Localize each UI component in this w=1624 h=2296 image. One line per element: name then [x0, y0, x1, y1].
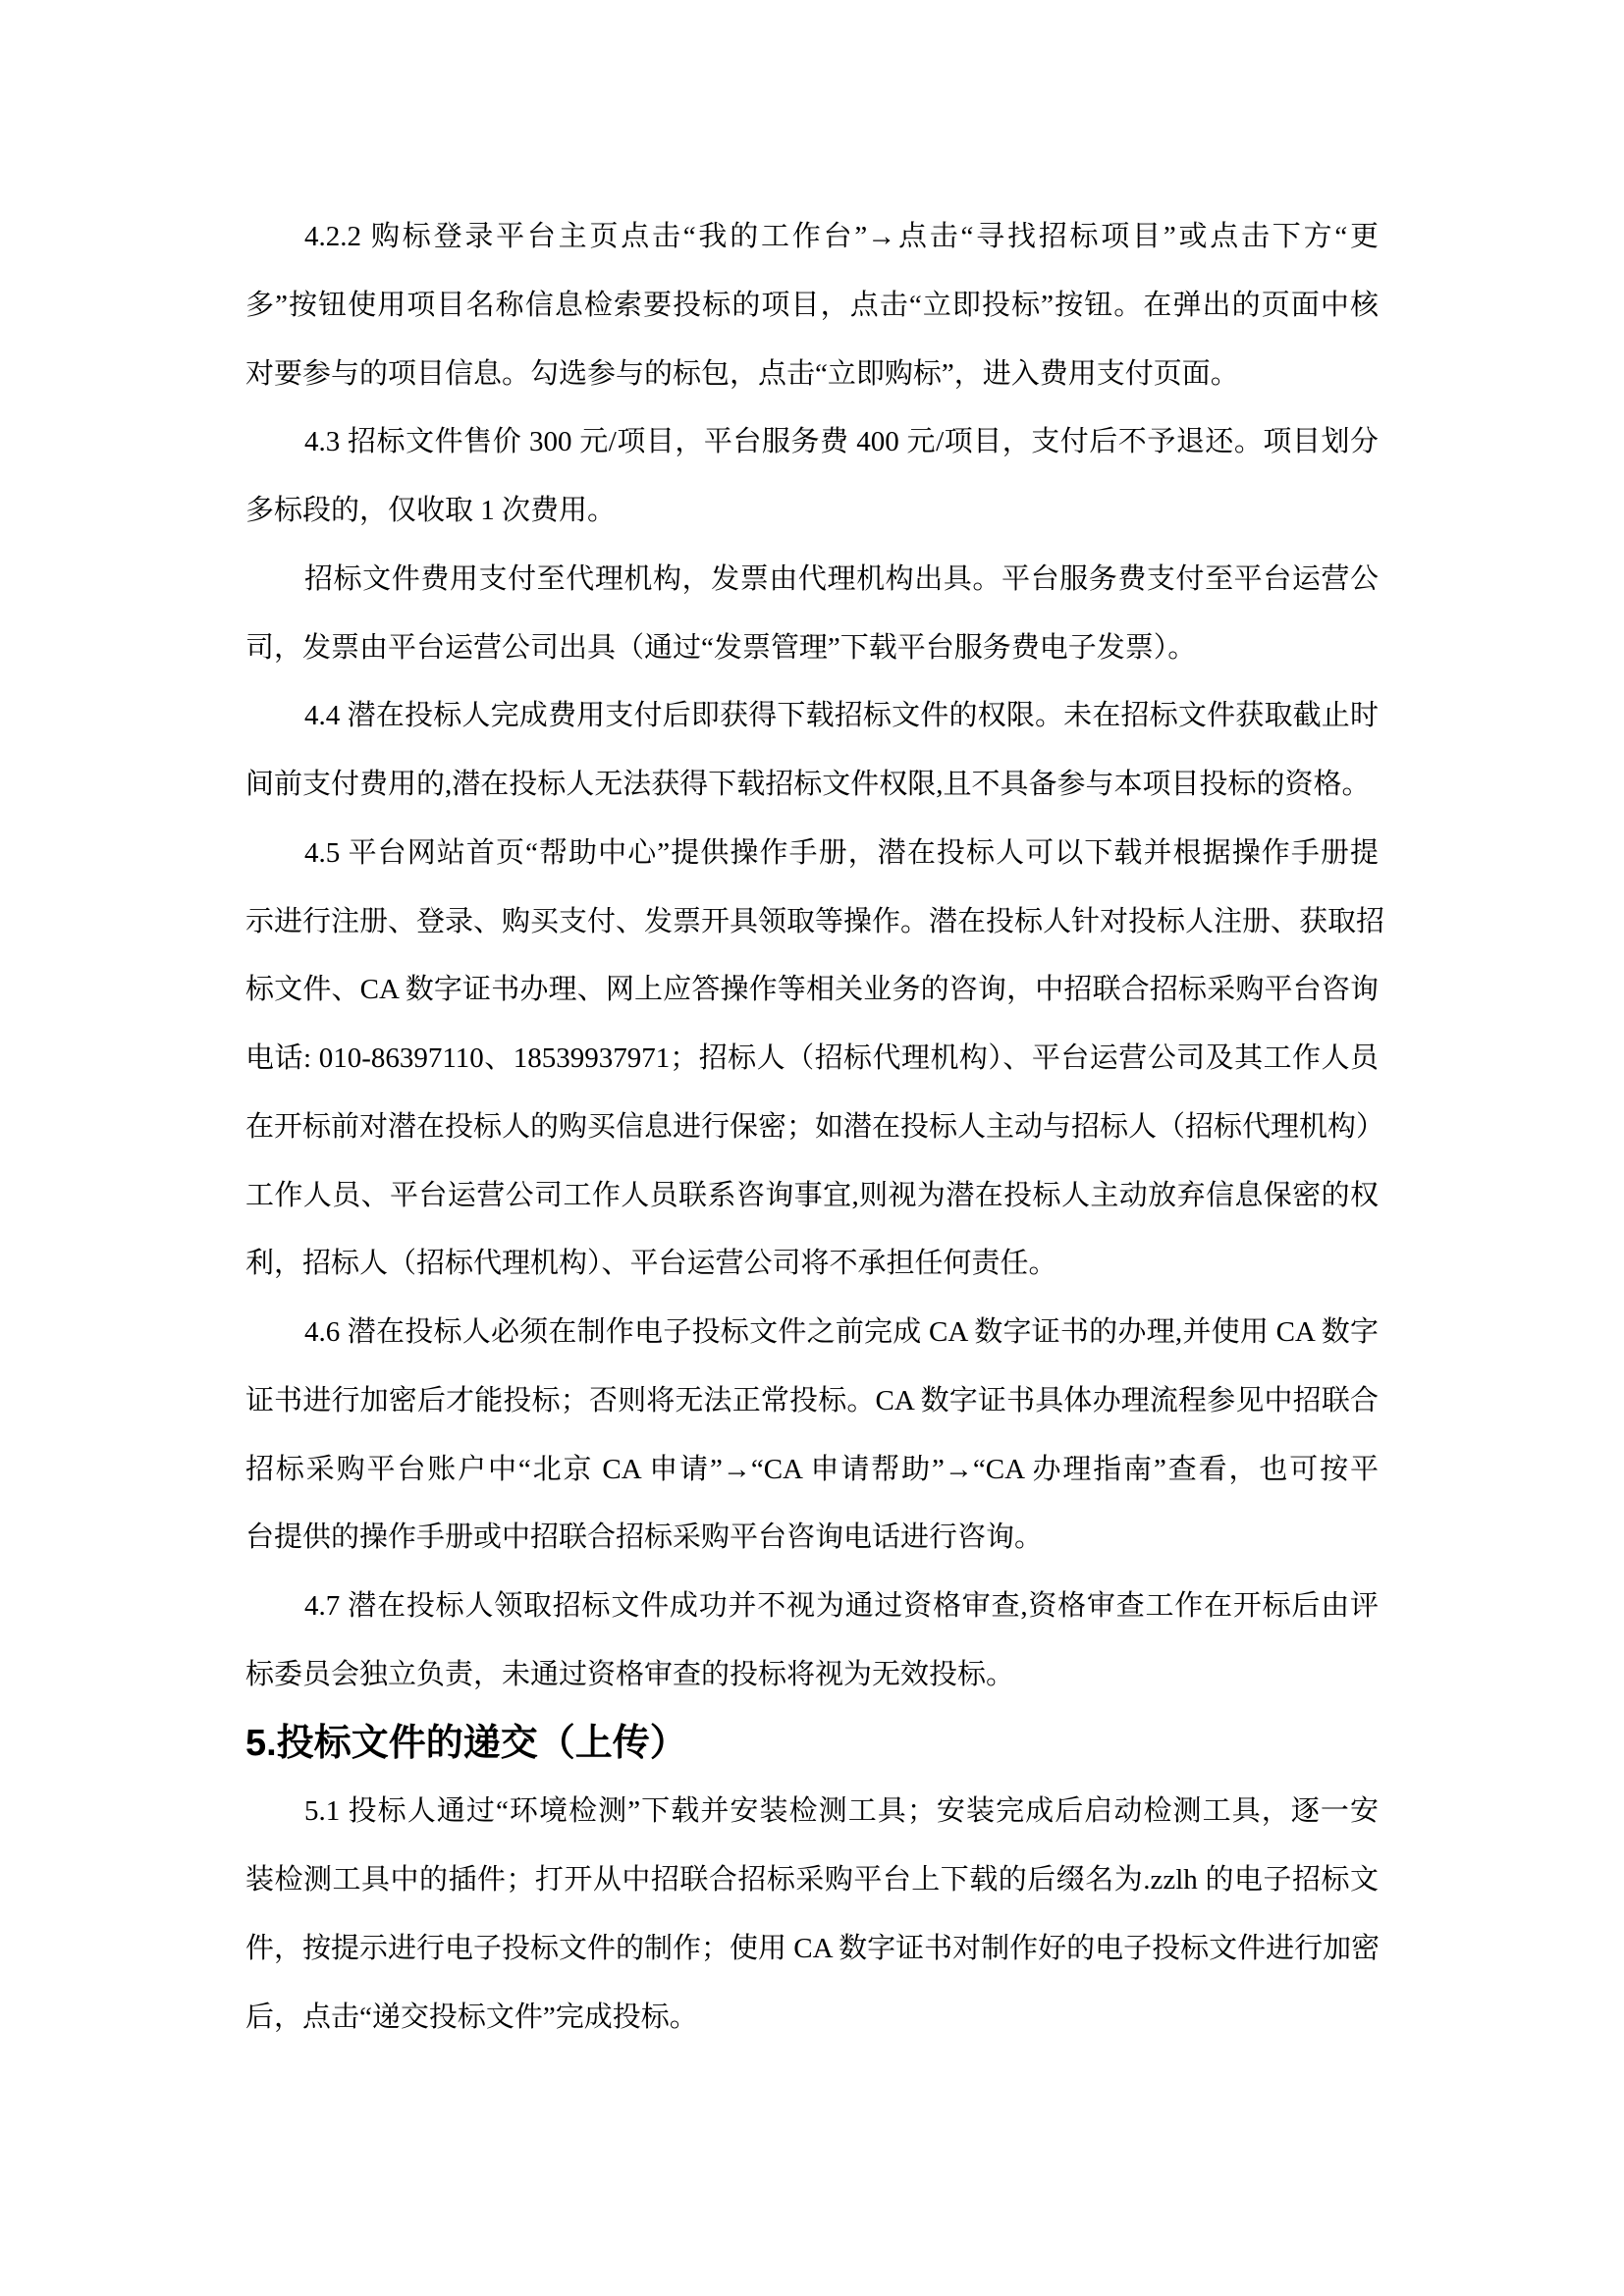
text-line: 招标文件费用支付至代理机构，发票由代理机构出具。平台服务费支付至平台运营公	[304, 562, 1379, 595]
text-line: 4.5 平台网站首页“帮助中心”提供操作手册，潜在投标人可以下载并根据操作手册提	[304, 836, 1379, 869]
para-4-3	[245, 408, 1379, 546]
text-line: 电话: 010-86397110、18539937971；招标人（招标代理机构）、平台运营公司及其工作人员	[245, 1042, 1379, 1074]
para-4-7	[245, 1573, 1379, 1710]
text-line: 示进行注册、登录、购买支付、发票开具领取等操作。潜在投标人针对投标人注册、获取招	[245, 905, 1385, 937]
text-line: 标文件、CA 数字证书办理、网上应答操作等相关业务的咨询，中招联合招标采购平台咨询	[245, 974, 1379, 1006]
text-line: 4.4 潜在投标人完成费用支付后即获得下载招标文件的权限。未在招标文件获取截止时	[304, 700, 1379, 732]
text-line: 在开标前对潜在投标人的购买信息进行保密；如潜在投标人主动与招标人（招标代理机构）	[245, 1110, 1385, 1143]
text-line: 工作人员、平台运营公司工作人员联系咨询事宜,则视为潜在投标人主动放弃信息保密的权	[245, 1179, 1379, 1211]
text-line: 多”按钮使用项目名称信息检索要投标的项目，点击“立即投标”按钮。在弹出的页面中核	[245, 289, 1379, 321]
section-heading: 5.投标文件的递交（上传）	[245, 1722, 687, 1764]
document-body	[245, 203, 1385, 2052]
text-line: 证书进行加密后才能投标；否则将无法正常投标。CA 数字证书具体办理流程参见中招联合	[245, 1384, 1379, 1416]
text-line: 标委员会独立负责，未通过资格审查的投标将视为无效投标。	[245, 1658, 1015, 1690]
heading-section-5	[245, 1710, 1379, 1779]
text-line: 对要参与的项目信息。勾选参与的标包，点击“立即购标”，进入费用支付页面。	[245, 357, 1239, 390]
para-4-5	[245, 820, 1385, 1299]
text-line: 利，招标人（招标代理机构）、平台运营公司将不承担任何责任。	[245, 1248, 1057, 1280]
text-line: 多标段的，仅收取 1 次费用。	[245, 495, 617, 526]
para-4-6	[245, 1299, 1379, 1573]
text-line: 司，发票由平台运营公司出具（通过“发票管理”下载平台服务费电子发票）。	[245, 631, 1197, 664]
para-4-4	[245, 682, 1379, 820]
para-fee-payment	[245, 546, 1379, 683]
text-line: 4.3 招标文件售价 300 元/项目，平台服务费 400 元/项目，支付后不予退还。项目划分	[304, 426, 1379, 458]
text-line: 招标采购平台账户中“北京 CA 申请”→“CA 申请帮助”→“CA 办理指南”查看，也可按平	[245, 1453, 1379, 1485]
text-line: 后，点击“递交投标文件”完成投标。	[245, 2001, 698, 2033]
para-5-1	[245, 1778, 1379, 2052]
text-line: 间前支付费用的,潜在投标人无法获得下载招标文件权限,且不具备参与本项目投标的资格。	[245, 769, 1371, 800]
text-line: 4.7 潜在投标人领取招标文件成功并不视为通过资格审查,资格审查工作在开标后由评	[304, 1590, 1379, 1622]
text-line: 4.6 潜在投标人必须在制作电子投标文件之前完成 CA 数字证书的办理,并使用 CA 数字	[304, 1316, 1379, 1348]
para-4-2-2	[245, 203, 1379, 408]
text-line: 5.1 投标人通过“环境检测”下载并安装检测工具；安装完成后启动检测工具，逐一安	[304, 1795, 1379, 1828]
text-line: 台提供的操作手册或中招联合招标采购平台咨询电话进行咨询。	[245, 1522, 1044, 1554]
text-line: 件，按提示进行电子投标文件的制作；使用 CA 数字证书对制作好的电子投标文件进行加密	[245, 1932, 1380, 1964]
text-line: 4.2.2 购标登录平台主页点击“我的工作台”→点击“寻找招标项目”或点击下方“更	[304, 221, 1379, 252]
text-line: 装检测工具中的插件；打开从中招联合招标采购平台上下载的后缀名为.zzlh 的电子招标文	[245, 1864, 1379, 1896]
